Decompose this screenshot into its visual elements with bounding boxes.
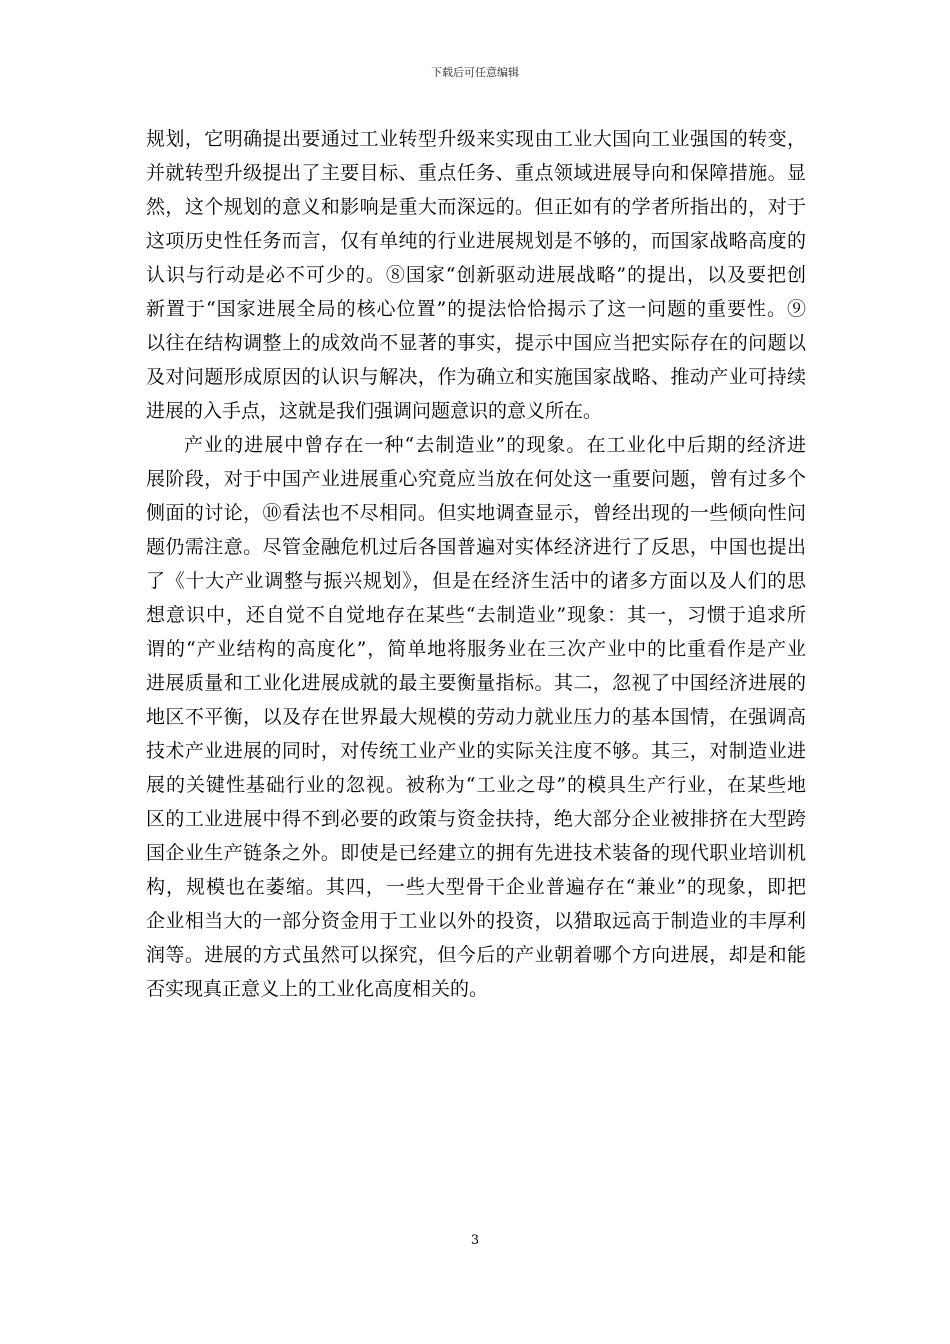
text-line: 展的关键性基础行业的忽视。被称为“工业之母”的模具生产行业，在某些地 bbox=[146, 774, 806, 796]
text-line: 然，这个规划的意义和影响是重大而深远的。但正如有的学者所指出的，对于 bbox=[146, 196, 806, 218]
text-line: 国企业生产链条之外。即使是已经建立的拥有先进技术装备的现代职业培训机 bbox=[146, 842, 806, 864]
text-line: 构，规模也在萎缩。其四，一些大型骨干企业普遍存在“兼业”的现象，即把 bbox=[146, 876, 806, 898]
page-number: 3 bbox=[470, 1233, 480, 1248]
text-line: 进展的入手点，这就是我们强调问题意识的意义所在。 bbox=[146, 400, 603, 422]
text-line: 进展质量和工业化进展成就的最主要衡量指标。其二，忽视了中国经济进展的 bbox=[146, 672, 806, 694]
paragraph-2 bbox=[146, 428, 806, 1006]
text-line: 区的工业进展中得不到必要的政策与资金扶持，绝大部分企业被排挤在大型跨 bbox=[146, 808, 806, 830]
text-line: 规划，它明确提出要通过工业转型升级来实现由工业大国向工业强国的转变， bbox=[146, 128, 806, 150]
paragraph-1 bbox=[146, 122, 806, 428]
text-line: 润等。进展的方式虽然可以探究，但今后的产业朝着哪个方向进展，却是和能 bbox=[146, 944, 806, 966]
text-line: 及对问题形成原因的认识与解决，作为确立和实施国家战略、推动产业可持续 bbox=[146, 366, 806, 388]
text-line: 企业相当大的一部分资金用于工业以外的投资，以猎取远高于制造业的丰厚利 bbox=[146, 910, 806, 932]
document-body bbox=[146, 122, 806, 1006]
text-line: 谓的“产业结构的高度化”，简单地将服务业在三次产业中的比重看作是产业 bbox=[146, 638, 806, 660]
text-line: 展阶段，对于中国产业进展重心究竟应当放在何处这一重要问题，曾有过多个 bbox=[146, 468, 806, 490]
page-header: 下载后可任意编辑 bbox=[431, 66, 519, 79]
text-line: 技术产业进展的同时，对传统工业产业的实际关注度不够。其三，对制造业进 bbox=[146, 740, 806, 762]
text-line: 地区不平衡，以及存在世界最大规模的劳动力就业压力的基本国情，在强调高 bbox=[146, 706, 806, 728]
text-line: 认识与行动是必不可少的。⑧国家“创新驱动进展战略”的提出，以及要把创 bbox=[146, 264, 806, 286]
text-line: 了《十大产业调整与振兴规划》，但是在经济生活中的诸多方面以及人们的思 bbox=[146, 570, 806, 592]
text-line: 新置于“国家进展全局的核心位置”的提法恰恰揭示了这一问题的重要性。⑨ bbox=[146, 298, 806, 320]
text-line: 以往在结构调整上的成效尚不显著的事实，提示中国应当把实际存在的问题以 bbox=[146, 332, 806, 354]
text-line: 否实现真正意义上的工业化高度相关的。 bbox=[146, 978, 489, 1000]
text-line: 并就转型升级提出了主要目标、重点任务、重点领域进展导向和保障措施。显 bbox=[146, 162, 806, 184]
text-line: 题仍需注意。尽管金融危机过后各国普遍对实体经济进行了反思，中国也提出 bbox=[146, 536, 806, 558]
text-line: 想意识中，还自觉不自觉地存在某些“去制造业”现象：其一，习惯于追求所 bbox=[146, 604, 806, 626]
text-line: 产业的进展中曾存在一种“去制造业”的现象。在工业化中后期的经济进 bbox=[184, 434, 806, 456]
text-line: 侧面的讨论，⑩看法也不尽相同。但实地调查显示，曾经出现的一些倾向性问 bbox=[146, 502, 806, 524]
text-line: 这项历史性任务而言，仅有单纯的行业进展规划是不够的，而国家战略高度的 bbox=[146, 230, 806, 252]
